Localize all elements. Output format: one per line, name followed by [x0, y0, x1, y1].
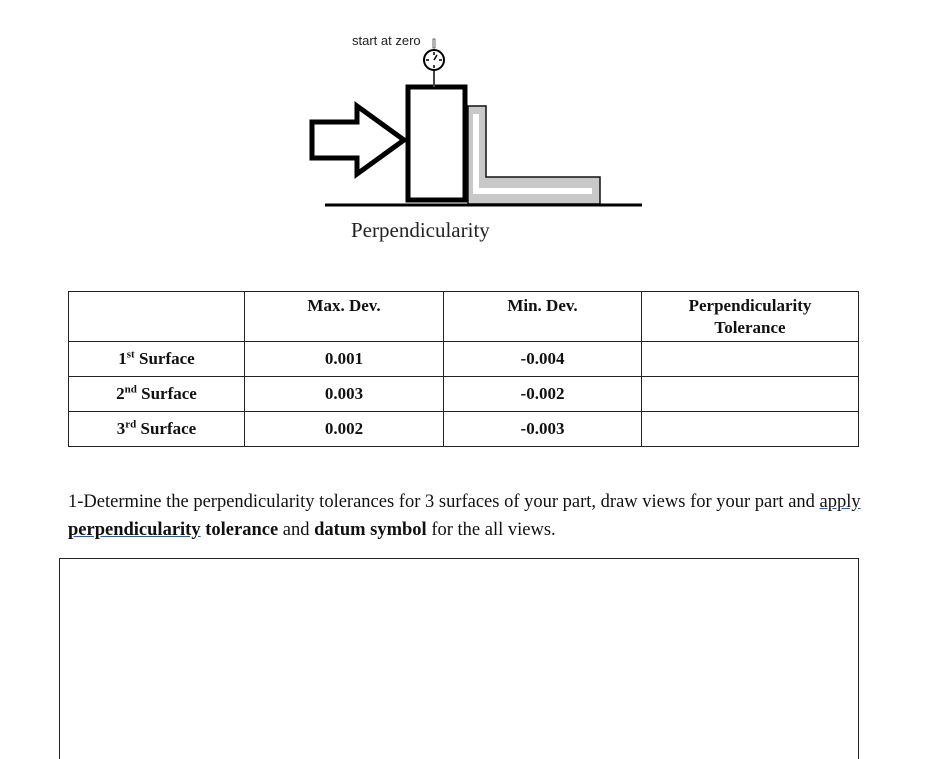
- min-dev-cell: -0.002: [444, 377, 642, 412]
- header-max-dev: Max. Dev.: [245, 292, 444, 342]
- push-arrow: [312, 106, 404, 174]
- header-blank: [69, 292, 245, 342]
- min-dev-cell: -0.003: [444, 412, 642, 447]
- part-block: [408, 87, 465, 200]
- table-header-row: [69, 292, 859, 342]
- max-dev-cell: 0.003: [245, 377, 444, 412]
- figure-caption: Perpendicularity: [351, 218, 490, 242]
- perpendicularity-figure: [300, 28, 650, 253]
- table-row: [69, 412, 859, 447]
- tolerance-cell[interactable]: [642, 412, 859, 447]
- tolerance-cell[interactable]: [642, 377, 859, 412]
- min-dev-cell: -0.004: [444, 342, 642, 377]
- max-dev-cell: 0.001: [245, 342, 444, 377]
- row-label: 3rd Surface: [69, 412, 245, 447]
- table-row: [69, 342, 859, 377]
- table-row: [69, 377, 859, 412]
- max-dev-cell: 0.002: [245, 412, 444, 447]
- perpendicularity-word: perpendicularity: [68, 520, 201, 540]
- row-label: 2nd Surface: [69, 377, 245, 412]
- header-min-dev: Min. Dev.: [444, 292, 642, 342]
- answer-box[interactable]: [59, 558, 859, 759]
- apply-word: apply: [819, 492, 861, 512]
- header-tolerance: Perpendicularity Tolerance: [642, 292, 859, 342]
- row-label: 1st Surface: [69, 342, 245, 377]
- deviation-table: [68, 291, 859, 447]
- dial-indicator: [424, 39, 444, 70]
- start-at-zero-label: start at zero: [352, 33, 421, 48]
- tolerance-cell[interactable]: [642, 342, 859, 377]
- instruction-text: 1-Determine the perpendicularity tolerances for 3 surfaces of your part, draw views for your part and apply perpendicularity tolerance and datum symbol for the all views.: [68, 492, 861, 540]
